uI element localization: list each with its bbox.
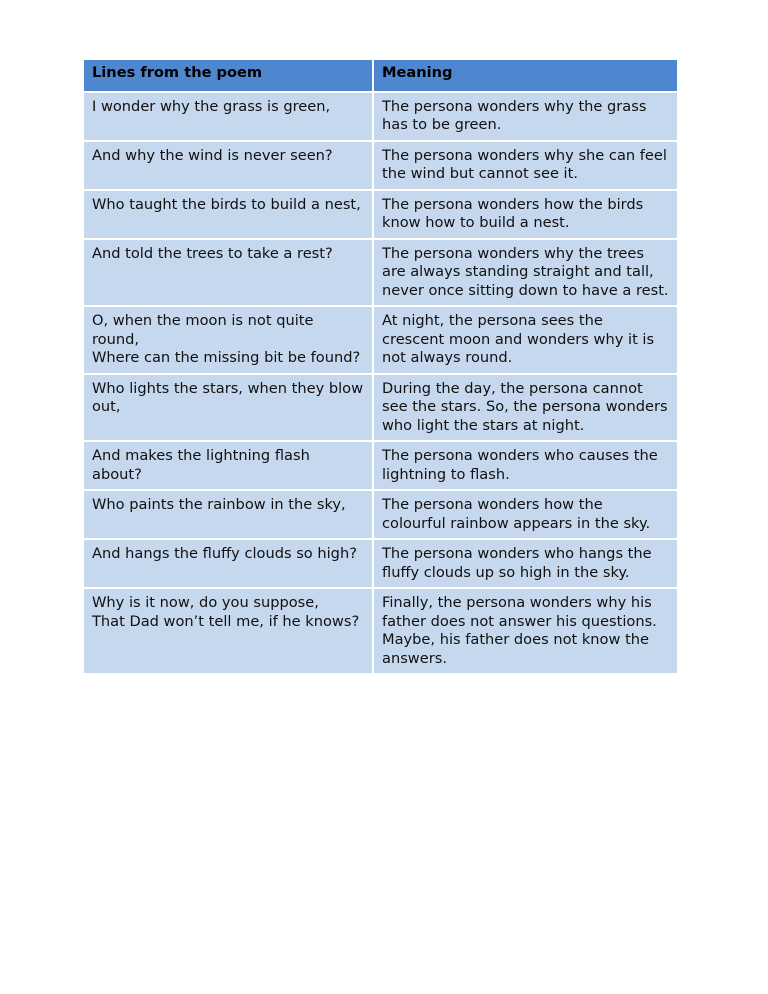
meaning-cell: The persona wonders who causes the lightning to flash. [373,441,678,490]
poem-line-cell: Who taught the birds to build a nest, [83,190,373,239]
table-row [83,374,678,442]
table-row [83,588,678,674]
column-header-lines: Lines from the poem [83,59,373,92]
meaning-cell: The persona wonders how the colourful rainbow appears in the sky. [373,490,678,539]
table-row [83,441,678,490]
table-row [83,539,678,588]
meaning-cell: The persona wonders how the birds know how to build a nest. [373,190,678,239]
table-row [83,141,678,190]
table-row [83,306,678,374]
poem-line-cell: O, when the moon is not quite round, Where can the missing bit be found? [83,306,373,374]
meaning-cell: At night, the persona sees the crescent moon and wonders why it is not always round. [373,306,678,374]
table-header-row [83,59,678,92]
column-header-meaning: Meaning [373,59,678,92]
poem-line-cell: Why is it now, do you suppose, That Dad won’t tell me, if he knows? [83,588,373,674]
poem-meaning-table [82,58,679,675]
meaning-cell: Finally, the persona wonders why his father does not answer his questions. Maybe, his father does not know the answers. [373,588,678,674]
poem-line-cell: Who lights the stars, when they blow out, [83,374,373,442]
table-row [83,190,678,239]
meaning-cell: The persona wonders why she can feel the wind but cannot see it. [373,141,678,190]
meaning-cell: The persona wonders who hangs the fluffy clouds up so high in the sky. [373,539,678,588]
meaning-cell: During the day, the persona cannot see the stars. So, the persona wonders who light the stars at night. [373,374,678,442]
poem-line-cell: Who paints the rainbow in the sky, [83,490,373,539]
meaning-cell: The persona wonders why the trees are always standing straight and tall, never once sitting down to have a rest. [373,239,678,307]
poem-line-cell: And hangs the fluffy clouds so high? [83,539,373,588]
poem-line-cell: I wonder why the grass is green, [83,92,373,141]
table-row [83,490,678,539]
poem-line-cell: And told the trees to take a rest? [83,239,373,307]
table-row [83,92,678,141]
poem-line-cell: And makes the lightning flash about? [83,441,373,490]
meaning-cell: The persona wonders why the grass has to be green. [373,92,678,141]
poem-line-cell: And why the wind is never seen? [83,141,373,190]
table-row [83,239,678,307]
